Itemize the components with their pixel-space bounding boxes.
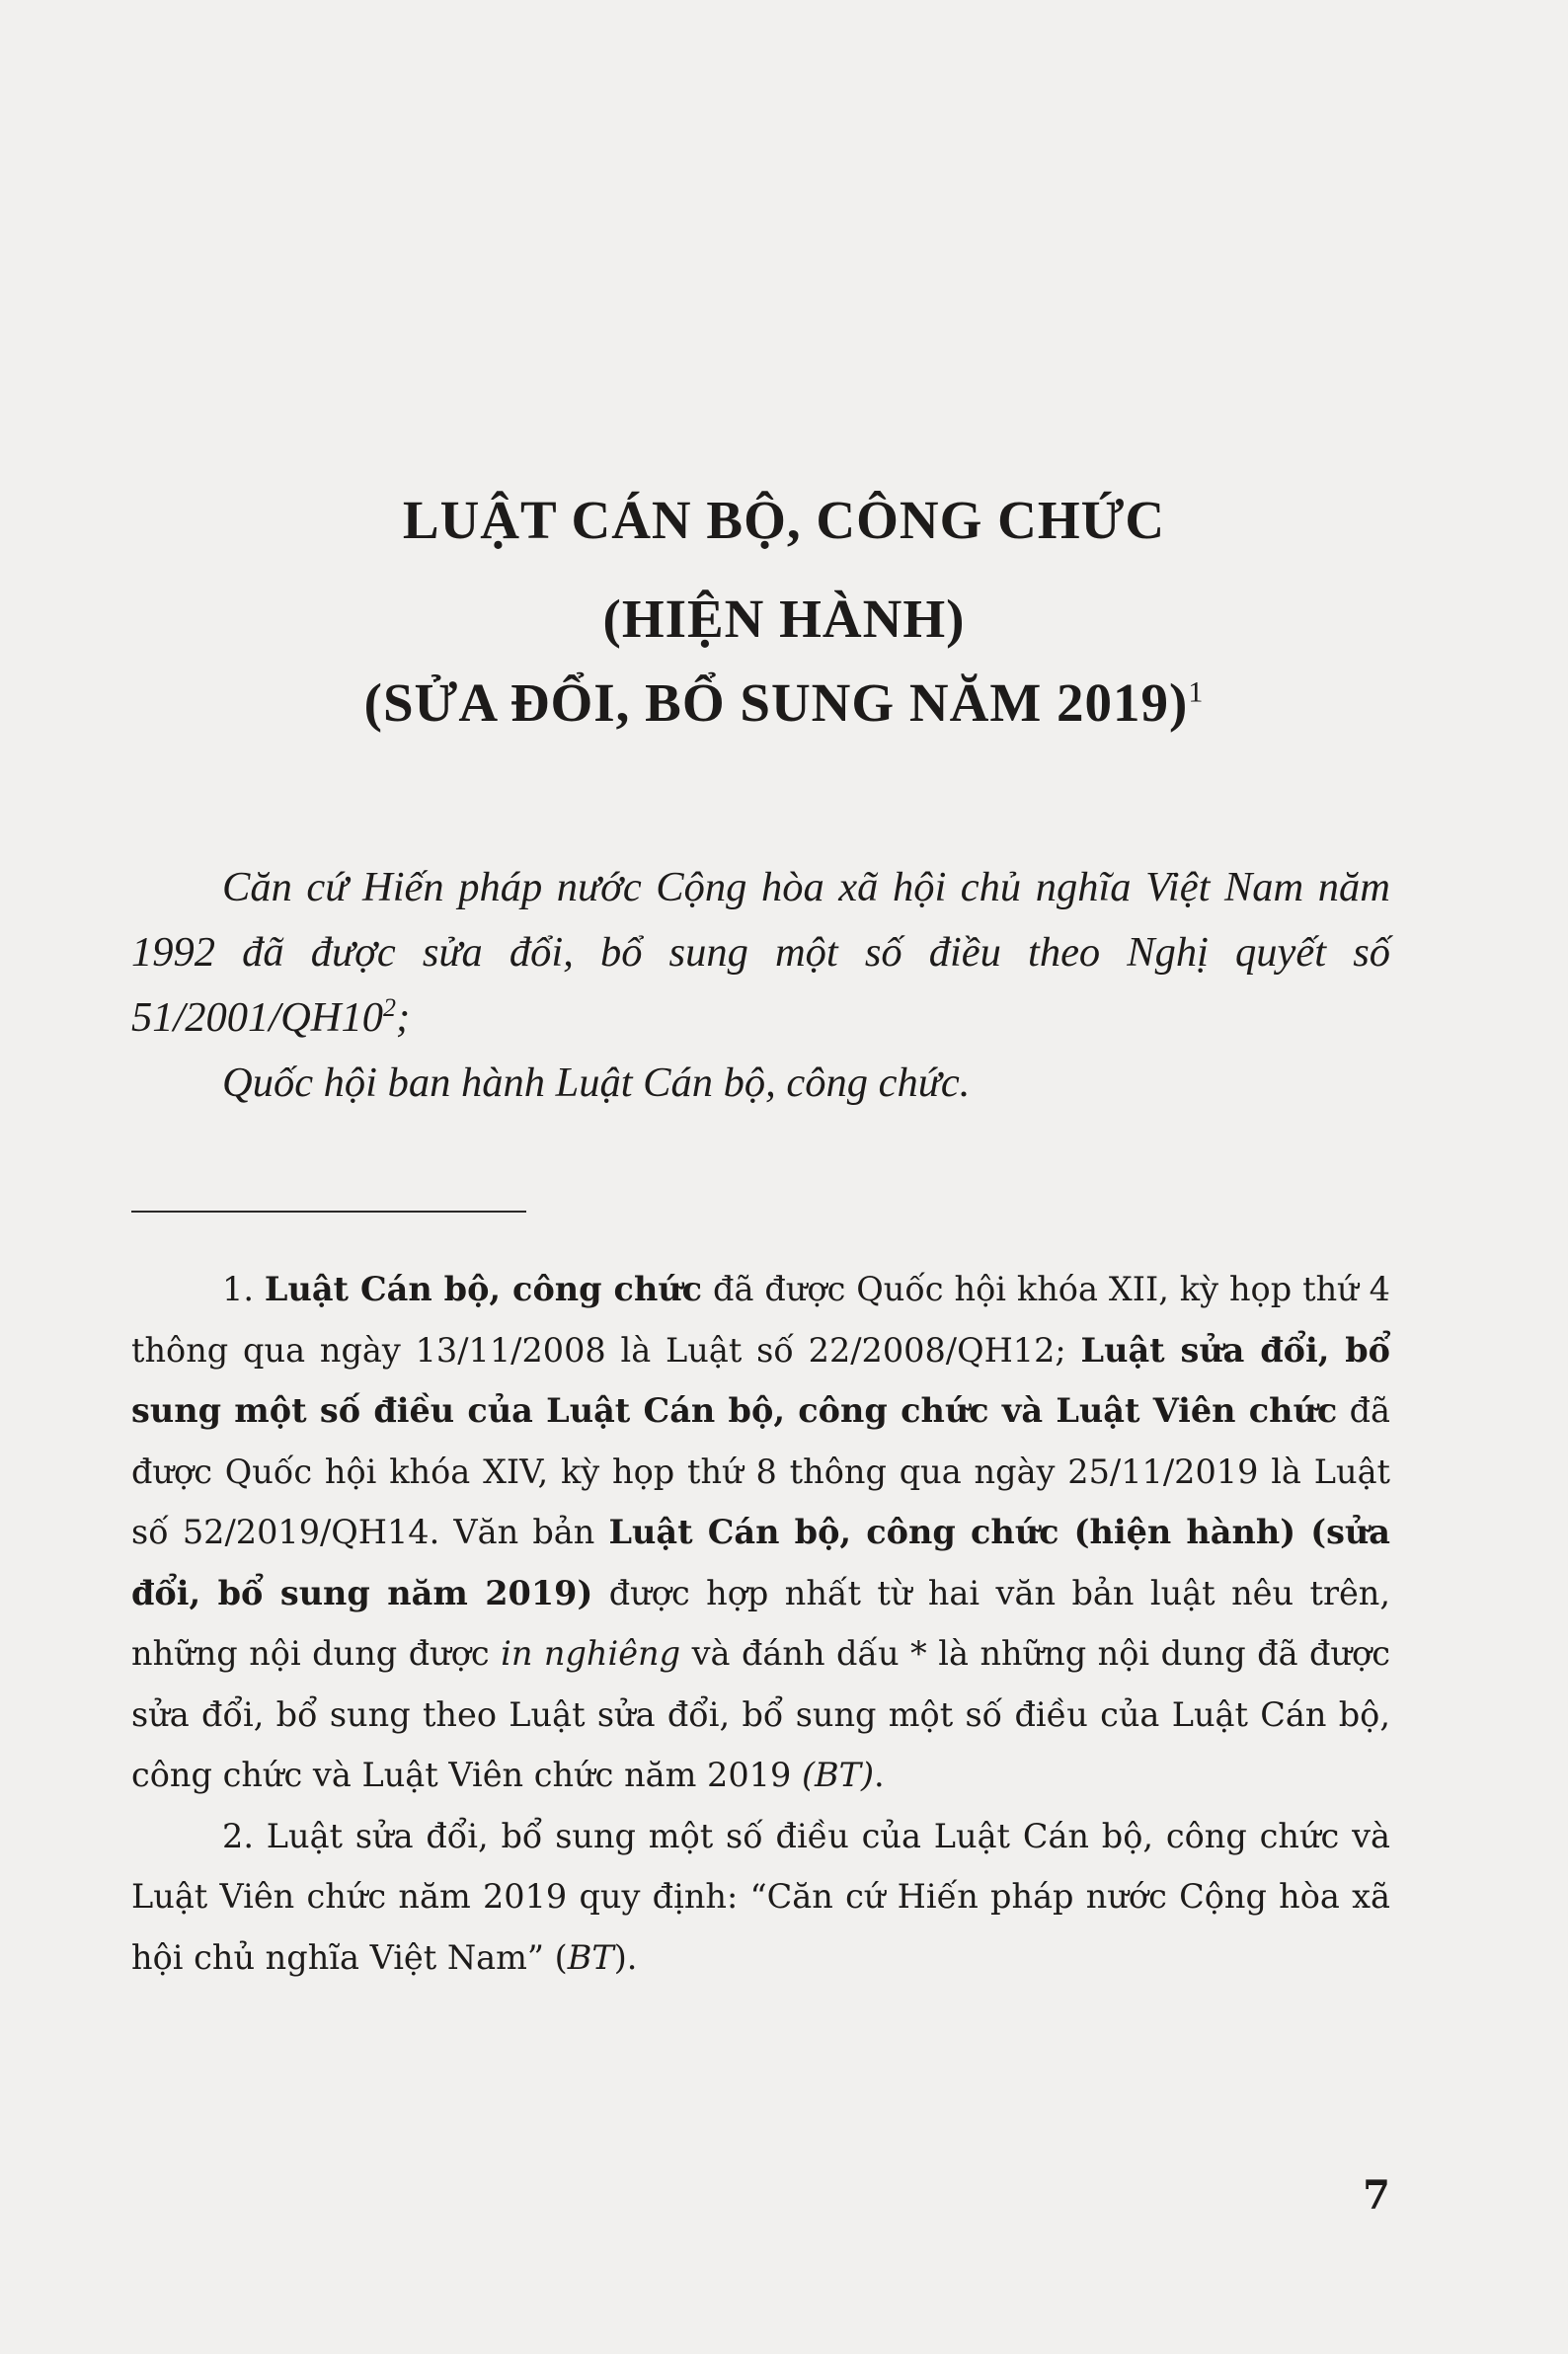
footnote-1-bold-2: Luật sửa đổi, bổ sung một số điều của Luật Cán bộ, công chức và Luật Viên chức: [131, 1330, 1390, 1430]
law-title: [0, 489, 1568, 551]
footnote-1-italic-1: in nghiêng: [501, 1634, 681, 1673]
footnote-1-text-4: và đánh dấu * là những nội dung đã được sửa đổi, bổ sung theo Luật sửa đổi, bổ sung một số điều của Luật Cán bộ, công chức và Luật Viên chức năm 2019: [131, 1634, 1390, 1794]
footnote-1-italic-2: (BT): [801, 1756, 875, 1794]
footnote-separator: [131, 1211, 526, 1213]
footnote-2-italic: BT: [567, 1937, 614, 1977]
footnote-1-text-5: .: [874, 1756, 885, 1794]
preamble: [131, 855, 1390, 1116]
footnote-ref-2: 2: [383, 992, 396, 1022]
footnote-1-text-3: được hợp nhất từ hai văn bản luật nêu trên, những nội dung được: [131, 1573, 1391, 1673]
law-title-line3: (SỬA ĐỔI, BỔ SUNG NĂM 2019): [363, 672, 1189, 733]
footnote-1: [131, 1259, 1390, 1806]
footnote-2-text: 2. Luật sửa đổi, bổ sung một số điều của Luật Cán bộ, công chức và Luật Viên chức năm 2019 quy định: “Căn cứ Hiến pháp nước Cộng hòa xã hội chủ nghĩa Việt Nam” (: [131, 1816, 1390, 1977]
footnote-1-number: 1.: [222, 1270, 254, 1308]
law-subtitle-amended: [0, 671, 1568, 734]
footnote-1-text-2: đã được Quốc hội khóa XIV, kỳ họp thứ 8 thông qua ngày 25/11/2019 là Luật số 52/2019/QH14. Văn bản: [131, 1391, 1390, 1551]
footnote-2-end: ).: [613, 1937, 638, 1977]
law-title-line2: (HIỆN HÀNH): [602, 588, 966, 649]
footnote-2: [131, 1806, 1390, 1989]
footnote-1-text-1: đã được Quốc hội khóa XII, kỳ họp thứ 4 thông qua ngày 13/11/2008 là Luật số 22/2008/QH12;: [131, 1270, 1390, 1370]
preamble-p1-text: Căn cứ Hiến pháp nước Cộng hòa xã hội chủ nghĩa Việt Nam năm 1992 đã được sửa đổi, bổ sung một số điều theo Nghị quyết số 51/2001/QH10: [131, 864, 1390, 1041]
page-number: 7: [1363, 2172, 1390, 2219]
preamble-paragraph-1: [131, 855, 1390, 1051]
law-subtitle-current: [0, 588, 1568, 650]
footnote-1-bold-1: Luật Cán bộ, công chức: [264, 1270, 703, 1308]
preamble-p1-end: ;: [396, 994, 411, 1041]
preamble-paragraph-2: Quốc hội ban hành Luật Cán bộ, công chức.: [222, 1059, 971, 1106]
footnote-ref-1: 1: [1188, 675, 1205, 709]
footnote-1-bold-3: Luật Cán bộ, công chức (hiện hành) (sửa đổi, bổ sung năm 2019): [131, 1513, 1390, 1612]
footnotes: [131, 1259, 1390, 1988]
law-title-line1: LUẬT CÁN BỘ, CÔNG CHỨC: [402, 490, 1166, 550]
